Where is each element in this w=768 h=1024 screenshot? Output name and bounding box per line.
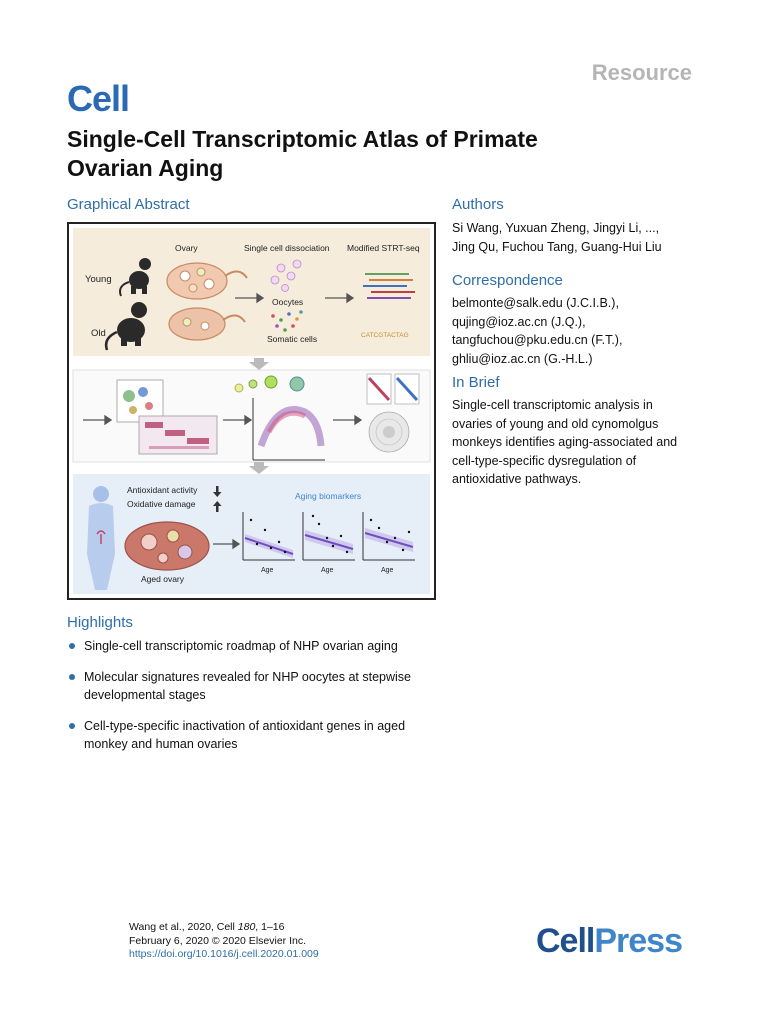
age-axis-label-1: Age xyxy=(261,567,274,574)
cell-journal-logo: Cell xyxy=(67,78,130,119)
title-line-2: Ovarian Aging xyxy=(67,155,224,181)
down-arrow-2 xyxy=(249,462,269,474)
aged-ovary-icon xyxy=(125,522,209,570)
email-ghliu[interactable]: ghliu@ioz.ac.cn (G.-H.L.) xyxy=(452,351,593,366)
graphical-abstract-svg xyxy=(69,224,434,598)
graphical-abstract-figure xyxy=(67,222,436,600)
single-cell-label: Single cell dissociation xyxy=(244,243,330,253)
sequence-text: CATCGTACTAG xyxy=(361,332,409,339)
highlight-item xyxy=(67,668,447,705)
highlights-list xyxy=(67,637,447,766)
correspondence-heading: Correspondence xyxy=(452,272,563,289)
citation-prefix: Wang et al., 2020, Cell xyxy=(129,921,238,933)
in-brief-line-1: Single-cell transcriptomic analysis in xyxy=(452,398,653,412)
aging-biomarkers-label: Aging biomarkers xyxy=(295,491,362,501)
citation-line xyxy=(129,921,319,935)
somatic-cells-label: Somatic cells xyxy=(267,334,318,344)
article-title xyxy=(67,125,667,183)
highlight-3-line-2: monkey and human ovaries xyxy=(84,737,238,751)
email-qujing[interactable]: qujing@ioz.ac.cn (J.Q.), xyxy=(452,314,586,329)
cellpress-logo-press: Press xyxy=(594,922,682,960)
authors-line-1: Si Wang, Yuxuan Zheng, Jingyi Li, ..., xyxy=(452,221,660,235)
publication-date: February 6, 2020 © 2020 Elsevier Inc. xyxy=(129,934,306,947)
graphical-abstract-heading: Graphical Abstract xyxy=(67,196,190,213)
oocytes-label: Oocytes xyxy=(272,297,304,307)
down-arrow-1 xyxy=(249,358,269,370)
ovary-label: Ovary xyxy=(175,243,198,253)
in-brief-line-5: antioxidative pathways. xyxy=(452,472,582,486)
age-axis-label-2: Age xyxy=(321,567,334,574)
oxidative-damage-label: Oxidative damage xyxy=(127,499,196,509)
highlight-item xyxy=(67,717,447,754)
authors-list xyxy=(452,219,722,256)
authors-heading: Authors xyxy=(452,196,504,213)
cellpress-logo xyxy=(536,922,682,961)
young-label: Young xyxy=(85,274,112,285)
in-brief-line-3: monkeys identifies aging-associated and xyxy=(452,435,678,449)
highlights-heading: Highlights xyxy=(67,614,133,631)
bullet-icon xyxy=(69,723,75,729)
aged-ovary-label: Aged ovary xyxy=(141,574,184,584)
bullet-icon xyxy=(69,674,75,680)
correspondence-list xyxy=(452,294,722,368)
article-type-label: Resource xyxy=(591,60,692,85)
highlight-2-line-1: Molecular signatures revealed for NHP oocytes at stepwise xyxy=(84,669,412,684)
highlight-2-line-2: developmental stages xyxy=(84,688,206,702)
in-brief-heading: In Brief xyxy=(452,374,500,391)
in-brief-text xyxy=(452,396,722,489)
heatmap-icon xyxy=(139,416,217,454)
age-axis-label-3: Age xyxy=(381,567,394,574)
highlight-1-line-1: Single-cell transcriptomic roadmap of NHP ovarian aging xyxy=(84,639,398,653)
bullet-icon xyxy=(69,643,75,649)
strt-seq-label: Modified STRT-seq xyxy=(347,243,420,253)
citation-suffix: , 1–16 xyxy=(255,921,285,933)
gene-network-icon xyxy=(369,412,409,452)
highlight-item xyxy=(67,637,447,656)
in-brief-line-4: cell-type-specific dysregulation of xyxy=(452,453,637,468)
email-tangfuchou[interactable]: tangfuchou@pku.edu.cn (F.T.), xyxy=(452,333,623,347)
highlight-3-line-1: Cell-type-specific inactivation of antioxidant genes in aged xyxy=(84,718,406,733)
cellpress-logo-cell: Cell xyxy=(536,922,595,960)
doi-link[interactable]: https://doi.org/10.1016/j.cell.2020.01.009 xyxy=(129,948,319,960)
title-line-1: Single-Cell Transcriptomic Atlas of Primate xyxy=(67,126,538,152)
citation-footer xyxy=(129,921,319,962)
in-brief-line-2: ovaries of young and old cynomolgus xyxy=(452,416,659,431)
authors-line-2: Jing Qu, Fuchou Tang, Guang-Hui Liu xyxy=(452,239,662,254)
email-salk[interactable]: belmonte@salk.edu (J.C.I.B.), xyxy=(452,296,619,310)
old-label: Old xyxy=(91,328,106,339)
antioxidant-activity-label: Antioxidant activity xyxy=(127,485,198,495)
citation-volume: 180 xyxy=(237,921,256,933)
